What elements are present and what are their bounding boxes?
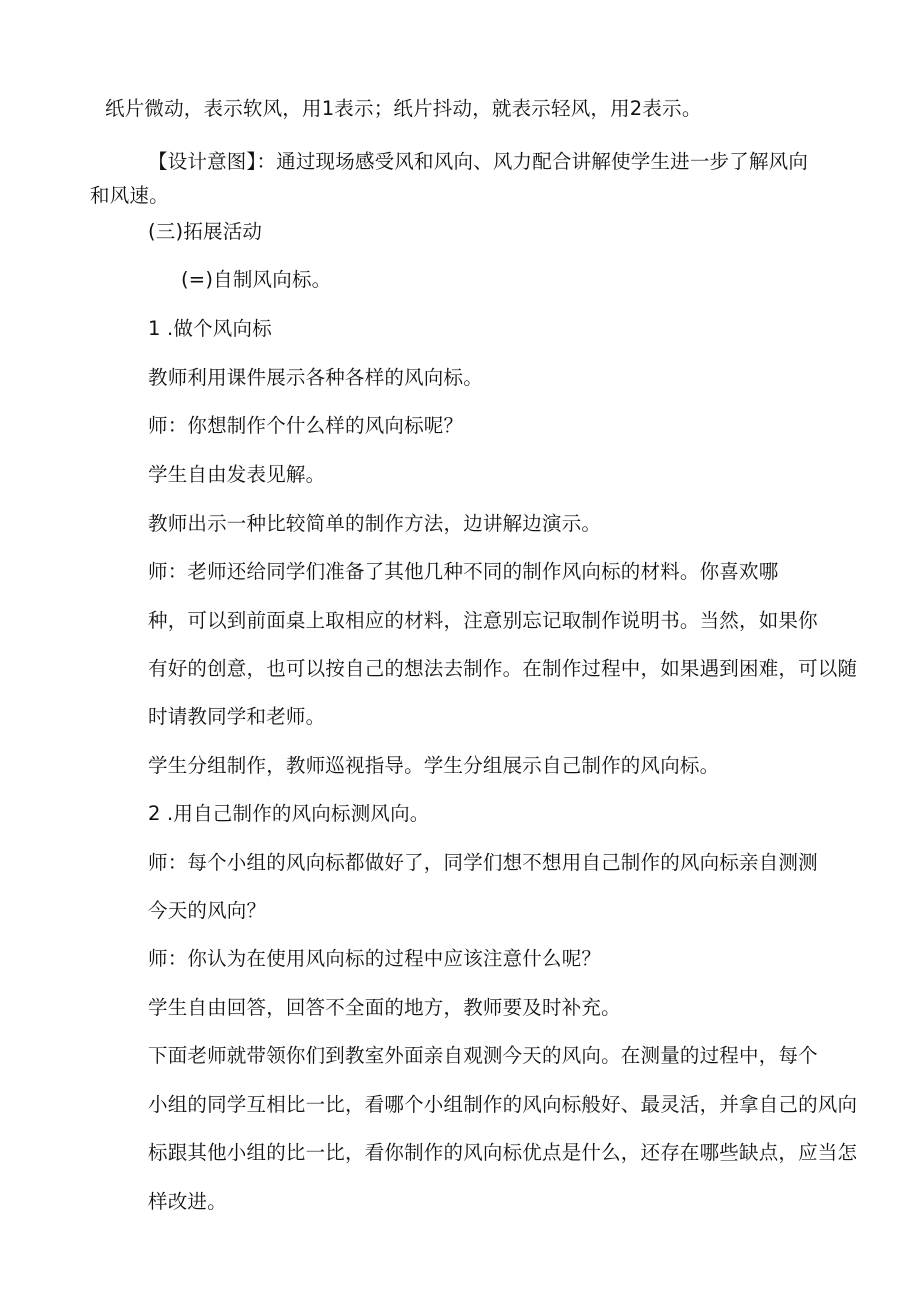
paragraph-line: 时请教同学和老师。 — [148, 705, 326, 728]
paragraph-line: 师：老师还给同学们准备了其他几种不同的制作风向标的材料。你喜欢哪 — [148, 560, 779, 583]
paragraph-line: 下面老师就带领你们到教室外面亲自观测今天的风向。在测量的过程中，每个 — [148, 1044, 818, 1067]
paragraph-line: 学生自由发表见解。 — [148, 463, 326, 486]
paragraph-line: 教师出示一种比较简单的制作方法，边讲解边演示。 — [148, 512, 602, 535]
numbered-heading: 2 .用自己制作的风向标测风向。 — [148, 802, 430, 825]
paragraph-line: 标跟其他小组的比一比，看你制作的风向标优点是什么，还存在哪些缺点，应当怎 — [148, 1141, 858, 1164]
paragraph-line: 种，可以到前面桌上取相应的材料，注意别忘记取制作说明书。当然，如果你 — [148, 609, 818, 632]
paragraph-line: 师：每个小组的风向标都做好了，同学们想不想用自己制作的风向标亲自测测 — [148, 851, 818, 874]
paragraph-line: 学生自由回答，回答不全面的地方，教师要及时补充。 — [148, 996, 621, 1019]
paragraph-line: 【设计意图】：通过现场感受风和风向、风力配合讲解使学生进一步了解风向 — [148, 150, 809, 173]
numbered-heading: 1 .做个风向标 — [148, 317, 272, 340]
paragraph-line: 纸片微动，表示软风，用1表示；纸片抖动，就表示轻风，用2表示。 — [105, 97, 702, 120]
paragraph-line: 和风速。 — [90, 184, 169, 207]
paragraph-line: 教师利用课件展示各种各样的风向标。 — [148, 366, 483, 389]
paragraph-line: 小组的同学互相比一比，看哪个小组制作的风向标般好、最灵活，并拿自己的风向 — [148, 1093, 858, 1116]
paragraph-line: 今天的风向？ — [148, 899, 267, 922]
paragraph-line: 有好的创意，也可以按自己的想法去制作。在制作过程中，如果遇到困难，可以随 — [148, 657, 858, 680]
subsection-heading: (=)自制风向标。 — [181, 268, 332, 291]
paragraph-line: 师：你想制作个什么样的风向标呢？ — [148, 414, 464, 437]
paragraph-line: 样改进。 — [148, 1190, 227, 1213]
paragraph-line: 学生分组制作，教师巡视指导。学生分组展示自己制作的风向标。 — [148, 754, 720, 777]
section-heading: (三)拓展活动 — [148, 220, 263, 243]
paragraph-line: 师：你认为在使用风向标的过程中应该注意什么呢？ — [148, 947, 602, 970]
